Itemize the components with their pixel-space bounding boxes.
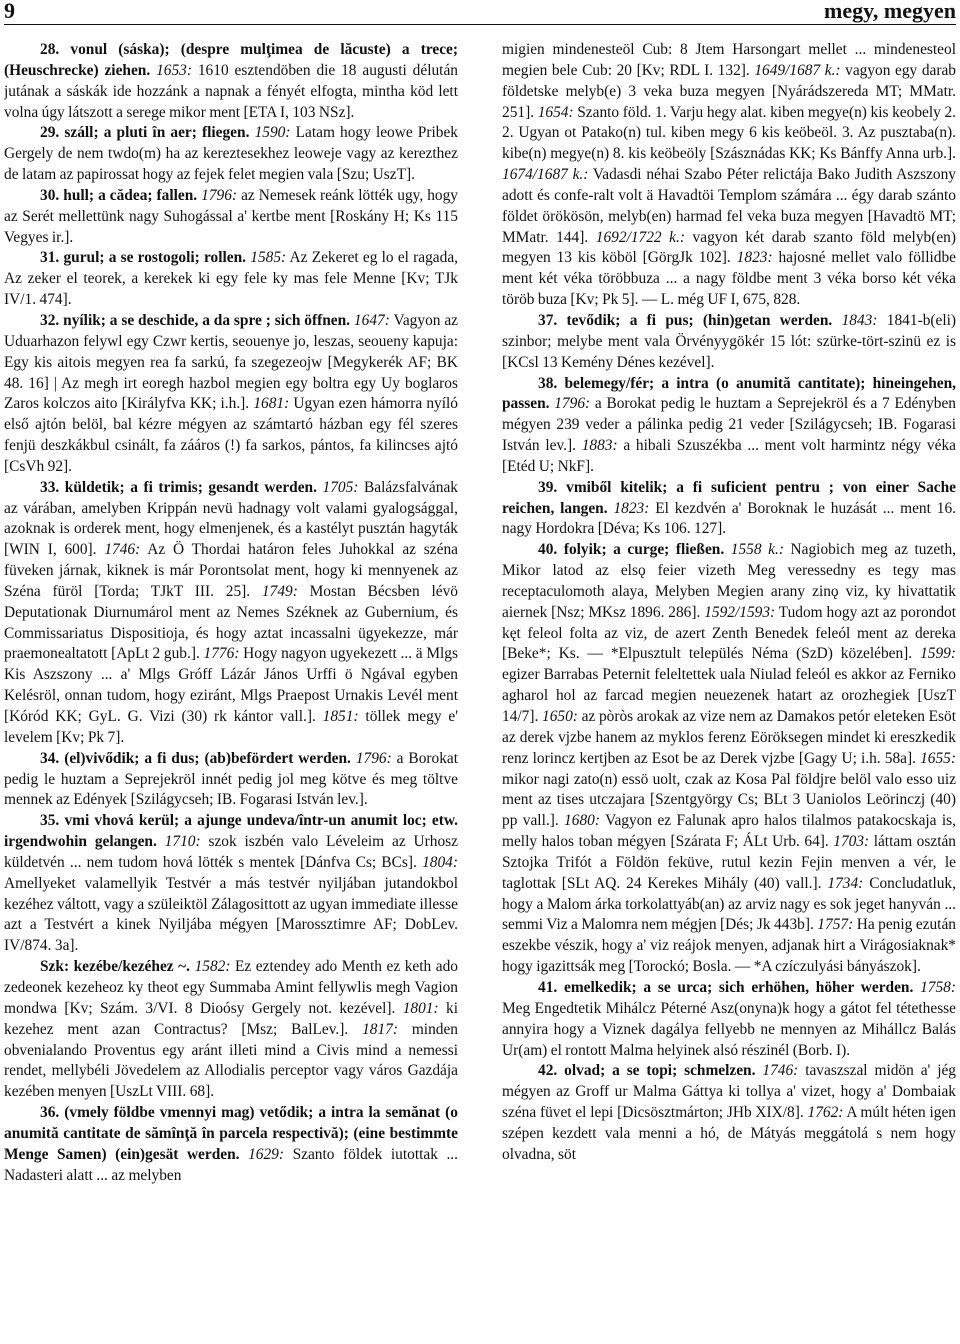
dictionary-entry (4, 40, 458, 123)
sense-number: 33. (40, 478, 60, 496)
sense-heading: száll; a pluti în aer; fliegen. (64, 124, 250, 142)
entry-body: 1705: Balázsfalvának az várában, amelyben Krippán nevü hadnagy volt valami gyalogsággal, azoknak is orderek ment, hogy elmenjenek, és a kastélyt pusztán hagyták [WIN I, 600]. 1746: Az Ö Thordai határon feles Juhokkal az széna füveken járnak, kiknek is már Porontsolat ment, hogy ki mennyenek az Széna füröl [Torda; TJkT III. 25]. 1749: Mostan Bécsben lévö Deputationak Diurnumárol ment az Nemes Széknek az Gubernium, és Commissariatus Dispositioja, és hogy aztat incassalni ügyekezze, már praemonealtatott [ApLt 2 gub.]. 1776: Hogy nagyon ugyekezett ... ä Mlgs Kis Aszszony ... a' Mlgs Gróff Lázár János Urffi ö Ngával egyben Kelésröl, onnan tudom, hogy eziránt, Mlgs Praepost Urnakis Levél ment [Kóród KK; GyL. G. Vizi (30) rk kántor vall.]. 1851: töllek megy e' levelem [Kv; Pk 7]. (4, 478, 458, 746)
sense-number: 31. (40, 249, 60, 267)
sense-number: 41. (538, 978, 558, 996)
entry-body: 1629: Szanto földek iutottak ... Nadasteri alatt ... az melyben (4, 1145, 458, 1184)
entry-body: 1758: Meg Engedtetik Mihálcz Péterné Asz(onyna)k hogy a gátot fel tétethesse annyira hogy a Viznek dagálya fellyebb ne mennyen az Mihállcz Balás Ur(am) el rontott Malma helyinek alsó részinél (Borb. I). (502, 978, 956, 1059)
sense-heading: hull; a cădea; fallen. (63, 186, 198, 204)
entry-body: 1558 k.: Nagiobich meg az tuzeth, Mikor latod az elsǫ feier vizeth Meg veressedny es tegy mas receptaculomoth alaya, Melyben Megien arany zinǫ viz, ky hivattatik aiernek [Nsz; MKsz 1896. 286]. 1592/1593: Tudom hogy azt az porondot kęt feleol folta az viz, de azert Zenth Benedek feleól ment az dereka [Beke*; Ks. — *Elpusztult település Néma (SzD) közelében]. 1599: egizer Barrabas Peternit feleltettek uala Niulad feleól es akkor az Ferniko agharol hol az farcad megien neuezenek hatart az orozhegiek [UszT 14/7]. 1650: az pòròs arokak az vize nem az Damakos petór eleteken Esöt az derek vjzbe hanem az myklos ferenz Eöröksegen mindet ki ereszkedik renz lorincz kertjben az Esot be az Derek vjzbe [Gagy U; i.h. 58a]. 1655: mikor nagi zato(n) essö uolt, czak az Kosa Pal földjre belöl valo esso uiz ment az tises utczajara [Szentgyörgy Cs; BLt 3 Uaniolos Leörinczj (40) pp vall.]. 1680: Vagyon ez Falunak apro halos tilalmos patakocskaja is, melly halos toban mégyen [Szárata F; ÁLt Urb. 64]. 1703: láttam osztán Sztojka Trifót a Földön feküve, rutul kezin Fejin menven a vér, le taglottak [SLt AQ. 24 Kerekes Mihály (40) vall.]. 1734: Concludatluk, hogy a Malom árka torkolattyáb(an) az arviz nagy es sok jeget hanyván ... semmi Viz a Malomra nem mégjen [Dés; Jk 443b]. 1757: Ha penig ezután eszekbe vészik, hogy a' viz reájok menyen, adjanak hirt a Virágosiaknak* hogy igazittsák meg [Torockó; Bosla. — *A czíczulyási bányászok]. (502, 541, 956, 976)
dictionary-entry (502, 311, 956, 374)
sense-number: 29. (40, 124, 60, 142)
sense-heading: (vmely földbe vmennyi mag) vetődik; a intra la semănat (o anumită cantitate de sămînţă în parcela respectivă); (eine bestimmte Menge Samen) (ein)gesät werden. (4, 1104, 458, 1163)
sense-heading: vmi vhová kerül; a ajunge undeva/într-un anumit loc; etw. irgendwohin gelangen. (4, 812, 458, 851)
sense-heading: tevődik; a fi pus; (hin)getan werden. (566, 311, 833, 329)
dictionary-entry (502, 978, 956, 1061)
sense-number: 28. (40, 41, 60, 58)
entry-body: 1796: a Borokat pedig le huztam a Seprejekröl és a 7 Edényben mégyen 239 veder a pálinka pedig 21 veder [Szilágycseh; IB. Fogarasi István lev.]. 1883: a hibali Szuszékba ... ment volt harmintz négy véka [Etéd U; NkF]. (502, 395, 956, 475)
dictionary-entry (4, 123, 458, 186)
dictionary-entry (502, 40, 956, 311)
sense-heading: vonul (sáska); (despre mulţimea de lăcuste) a trece; (Heuschrecke) ziehen. (4, 41, 458, 79)
dictionary-entry (4, 478, 458, 749)
sense-heading: (el)vivődik; a fi dus; (ab)befördert werden. (64, 749, 351, 767)
entry-body: 1746: tavaszszal midön a' jég mégyen az Groff ur Malma Gáttya ki tollya a' vizet, hogy a' Dombaiak széna füvet el lepi [Dicsösztmárton; JHb XIX/8]. 1762: A múlt héten igen szépen kezdett vala menni a hó, de Mátyás meggátolá s nem hogy olvadna, söt (502, 1062, 956, 1163)
sense-heading: nyílik; a se deschide, a da spre ; sich öffnen. (63, 311, 351, 329)
dictionary-entry (502, 1061, 956, 1165)
dictionary-entry (4, 311, 458, 478)
sense-heading: folyik; a curge; fließen. (563, 541, 725, 559)
sense-number: 35. (40, 812, 60, 830)
entry-body: 1590: Latam hogy leowe Pribek Gergely de nem twdo(m) ha az kereztesekhez leoweje vagy az kerezthez de latam az papirossat hogy az fejek felet megien vala [Szu; UszT]. (4, 124, 458, 184)
sense-number: 42. (538, 1062, 558, 1080)
entry-body: 1647: Vagyon az Uduarhazon felywl egy Czwr kertis, seouenye jo, leszas, seoueny kapuja: Egy kis aitois megyen rea fa sarkú, fa szegezeojw [Megykerék AF; BK 48. 16] | Az megh irt eoregh hazbol megien egy boltra egy Uy boglaros Zaros kolczos aito [Királyfva KK; i.h.]. 1681: Ugyan ezen hámorra nyíló első ajtón belöl, bal kézre mégyen az számtartó házban egy fél szeres fenjü deszkákbul csinált, fa zááros (!) fa sarkos, pántos, fa kilincses ajtó [CsVh 92]. (4, 311, 458, 475)
sense-heading: emelkedik; a se urca; sich erhöhen, höher werden. (564, 978, 914, 996)
dictionary-entry (4, 749, 458, 812)
dictionary-entry (502, 540, 956, 978)
sense-heading: gurul; a se rostogoli; rollen. (63, 249, 247, 267)
left-column (4, 40, 458, 1340)
sense-heading: vmiből kitelik; a fi suficient pentru ; von einer Sache reichen, langen. (502, 478, 956, 517)
entry-body: 1653: 1610 esztendöben die 18 augusti délután jutának a sáskák ide hozzánk a napnak a fényét elfogta, mintha köd lett volna úgy látszott a serege mikor ment [ETA I, 103 NSz]. (4, 61, 458, 121)
dictionary-entry (4, 811, 458, 957)
dictionary-entry (502, 374, 956, 478)
dictionary-entry (4, 1103, 458, 1186)
sense-number: 36. (40, 1104, 60, 1122)
entry-body: 1843: 1841-b(eli) szinbor; melybe ment vala Örvényygökér 15 lót: szürke-tört-szinü ez is [KCsl 13 Kemény Dénes kezével]. (502, 311, 956, 371)
sense-number: 38. (538, 374, 558, 392)
entry-body: 1582: Ez eztendey ado Menth ez keth ado zedeonek kezeheoz ky theot egy Summaba Amint fellywlis megh Vagion mondwa [Kv; Szám. 3/VI. 8 Dioósy Gergely not. kezével]. 1801: ki kezehez ment azan Contractus? [Msz; BalLev.]. 1817: minden obvenialando Proventus egy aránt illeti mind a Civis mind a nemessi rendet, mellybéli Jövedelem az Allodialis perceptor vagy város Gazdája kezében menyen [UszLt VIII. 68]. (4, 958, 458, 1101)
entry-body: 1796: az Nemesek reánk lötték ugy, hogy az Serét mellettünk nagy Suhogással a' kertbe ment [Roskány H; Ks 115 Vegyes ir.]. (4, 186, 458, 246)
page-header (4, 0, 956, 25)
sense-heading: belemegy/fér; a intra (o anumită cantitate); hineingehen, passen. (502, 374, 956, 413)
sense-number: 37. (538, 311, 558, 329)
page-number: 9 (4, 0, 15, 23)
entry-body: 1823: El kezdvén a' Boroknak le huzását ... ment 16. nagy Hordokra [Déva; Ks 106. 127]. (502, 499, 956, 538)
sense-number: 40. (538, 541, 558, 559)
running-headword: megy, megyen (824, 0, 956, 23)
entry-body: 1796: a Borokat pedig le huztam a Seprejekröl innét pedig jol meg kötve és meg töltve mennek az Edények [Szilágycseh; IB. Fogarasi István lev.]. (4, 749, 458, 809)
dictionary-entry (4, 186, 458, 249)
entry-body: migien mindenesteöl Cub: 8 Jtem Harsongart mellet ... mindenesteol megien bele Cub: 20 [Kv; RDL I. 132]. 1649/1687 k.: vagyon egy darab földetske melyb(e) 3 veka buza megyen [Nyárádszereda MT; MMatr. 251]. 1654: Szanto föld. 1. Varju hegy alat. kiben megye(n) kis keobely 2. 2. Ugyan ot Patako(n) tul. kiben megy 6 kis keöbeöl. 3. Az pusztaba(n). kibe(n) megye(n) 8. kis keöbeöly [Szásznádas KK; Ks Bánffy Anna urb.]. 1674/1687 k.: Vadasdi néhai Szabo Péter relictája Bako Judith Aszszony adott és confe-ralt volt ä Havadtöi Templom számára ... égy darab szánto földet örökösön, melyb(en) harmad fel veka buza megyen [Havadtö MT; MMatr. 144]. 1692/1722 k.: vagyon két darab szanto föld melyb(en) megyen 13 kis köböl [GörgJk 102]. 1823: hajosné mellet valo föllidbe ment két véka töröbbuza ... a nagy földbe ment 3 véka borso két véka töröb buza [Kv; Pk 5]. — L. még UF I, 675, 828. (502, 41, 956, 309)
sense-number: 34. (40, 749, 60, 767)
entry-body: 1585: Az Zekeret eg lo el ragada, Az zeker el teorek, a kerekek ki egy fele ky mas fele Menne [Kv; TJk IV/1. 474]. (4, 249, 458, 309)
right-column (502, 40, 956, 1340)
sense-heading: küldetik; a fi trimis; gesandt werden. (64, 478, 317, 496)
sense-number: 30. (40, 186, 60, 204)
sense-heading: Szk: kezébe/kezéhez ~. (40, 958, 191, 976)
sense-heading: olvad; a se topi; schmelzen. (564, 1062, 756, 1080)
sense-number: 39. (538, 478, 558, 496)
dictionary-entry (502, 478, 956, 541)
dictionary-entry (4, 957, 458, 1103)
entry-body: 1710: szok iszbén valo Léveleim az Urhosz küldetvén ... nem tudom hová lötték s mentek [Dánfva Cs; BCs]. 1804: Amellyeket valamellyik Testvér a más testvér nyiljában jutandokbol kezéhez váltott, vagy a szüleiktöl Zálagosittott az ugyan immediate illesse azt a Testvért a kinek Nyiljába mégyen [Marossztimre AF; DobLev. IV/874. 3a]. (4, 833, 458, 955)
dictionary-entry (4, 248, 458, 311)
sense-number: 32. (40, 311, 60, 329)
